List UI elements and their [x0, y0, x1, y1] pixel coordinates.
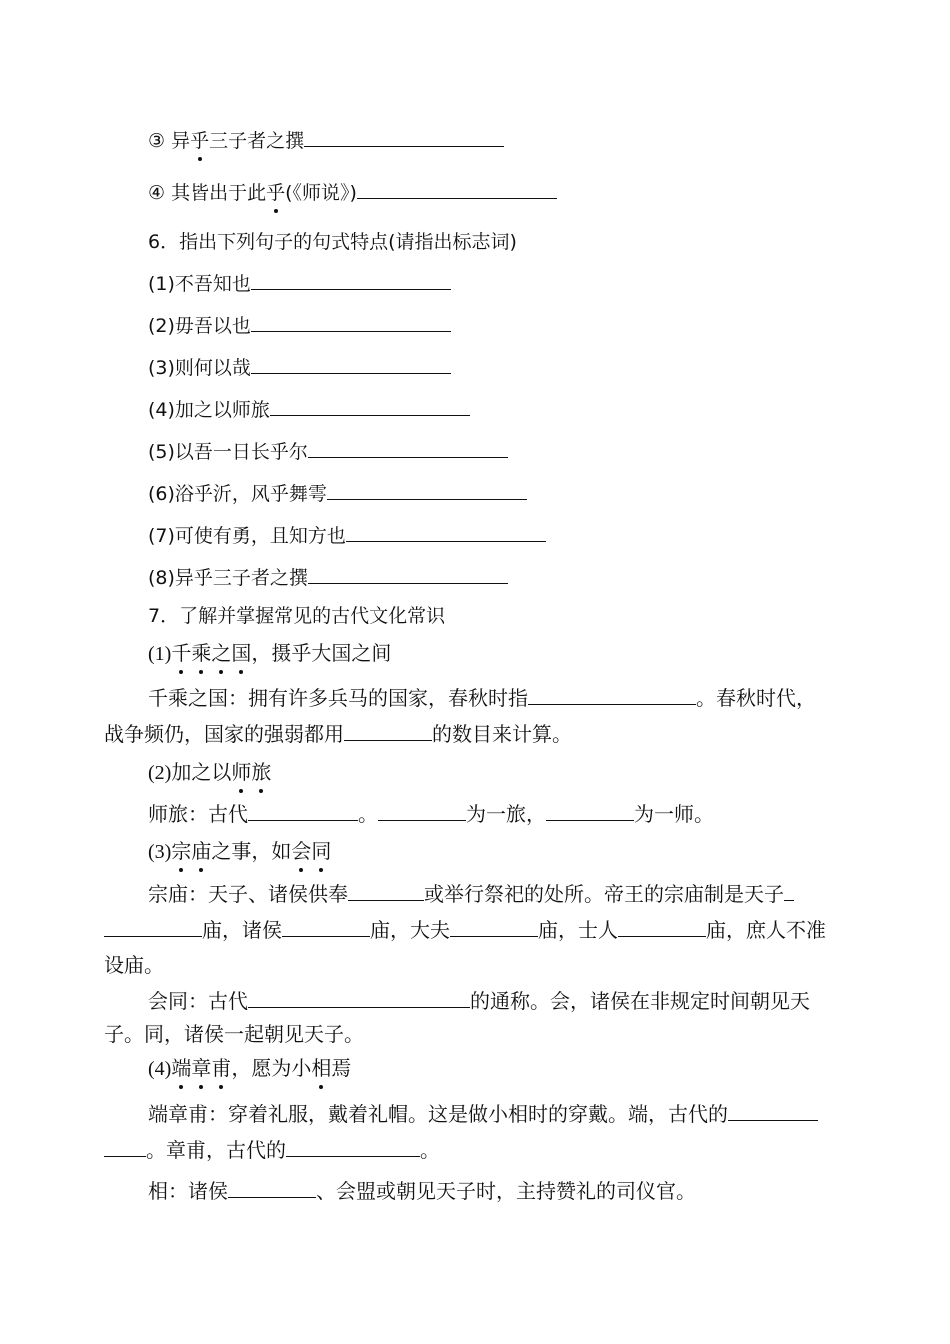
answer-blank[interactable]: [784, 880, 794, 901]
text: 庙，庶人不准: [706, 920, 826, 942]
q6-item: [148, 269, 451, 297]
q7-s1-para-cont: [104, 720, 572, 748]
text: (1): [148, 643, 172, 665]
answer-blank[interactable]: [251, 311, 451, 332]
q7-s3-para2: [148, 987, 810, 1015]
text: 的通称。会，诸侯在非规定时间朝见天: [470, 991, 810, 1013]
q6-item: [148, 353, 451, 381]
answer-blank[interactable]: [248, 987, 470, 1008]
answer-blank[interactable]: [327, 479, 527, 500]
text: 端章甫：穿着礼服，戴着礼帽。这是做小相时的穿戴。端，古代的: [148, 1104, 728, 1126]
q7-heading: 7．了解并掌握常见的古代文化常识: [148, 605, 446, 627]
text: 或举行祭祀的处所。帝王的宗庙制是天子: [424, 884, 784, 906]
text: (4)加之以师旅: [148, 399, 270, 421]
text: (5)以吾一日长乎尔: [148, 441, 308, 463]
dotted-char: 国: [231, 643, 252, 665]
text: (8)异乎三子者之撰: [148, 567, 308, 589]
text: 焉: [331, 1058, 352, 1080]
dotted-char: 旅: [251, 762, 272, 784]
dotted-char: 师: [231, 762, 252, 784]
text: 庙，大夫: [370, 920, 450, 942]
q5-item-4: [148, 178, 557, 206]
answer-blank[interactable]: [251, 353, 451, 374]
dotted-char: 会: [291, 841, 312, 863]
q7-s4-para-cont: [104, 1136, 440, 1164]
dotted-char: 宗: [171, 841, 192, 863]
answer-blank[interactable]: [286, 1136, 420, 1157]
dotted-char: 乎: [266, 182, 286, 204]
answer-blank[interactable]: [251, 269, 451, 290]
text: 庙，士人: [538, 920, 618, 942]
text: (3): [148, 841, 172, 863]
answer-blank[interactable]: [346, 521, 546, 542]
text: (3)则何以哉: [148, 357, 251, 379]
dotted-char: 之: [211, 643, 232, 665]
text: ，摄乎大国之间: [251, 643, 392, 665]
text: (2)加之以: [148, 762, 232, 784]
answer-blank[interactable]: [308, 437, 508, 458]
q7-s3-heading: [148, 839, 331, 865]
answer-blank[interactable]: [104, 1136, 146, 1157]
text: ③ 异: [148, 130, 191, 152]
answer-blank[interactable]: [282, 916, 370, 937]
q6-item: [148, 311, 451, 339]
dotted-char: 同: [311, 841, 332, 863]
text: 。春秋时代，: [696, 688, 816, 710]
dotted-char: 甫: [211, 1058, 232, 1080]
text: (2)毋吾以也: [148, 315, 251, 337]
text: 之事，如: [211, 841, 292, 863]
q7-s3-para-end: 设庙。: [104, 955, 164, 977]
text: 为一旅，: [466, 804, 546, 826]
text: (6)浴乎沂，风乎舞雩: [148, 483, 327, 505]
text: (4): [148, 1058, 172, 1080]
q7-s3-para: [148, 880, 794, 908]
q7-s2-para: [148, 800, 714, 828]
dotted-char: 端: [171, 1058, 192, 1080]
text: 的数目来计算。: [432, 724, 572, 746]
q7-s4-para2: [148, 1177, 696, 1205]
text: 庙，诸侯: [202, 920, 282, 942]
text: ，愿为小: [231, 1058, 312, 1080]
dotted-char: 千: [171, 643, 192, 665]
answer-blank[interactable]: [348, 880, 424, 901]
text: 相：诸侯: [148, 1181, 228, 1203]
text: 会同：古代: [148, 991, 248, 1013]
dotted-char: 相: [311, 1058, 332, 1080]
text: 师旅：古代: [148, 804, 248, 826]
text: 、会盟或朝见天子时，主持赞礼的司仪官。: [316, 1181, 696, 1203]
answer-blank[interactable]: [248, 800, 358, 821]
answer-blank[interactable]: [728, 1100, 818, 1121]
q6-item: [148, 479, 527, 507]
text: 战争频仍，国家的强弱都用: [104, 724, 344, 746]
q6-item: [148, 437, 508, 465]
text: 。: [420, 1140, 440, 1162]
text: 三子者之撰: [209, 130, 305, 152]
q7-s4-heading: [148, 1056, 351, 1082]
q6-heading: 6．指出下列句子的句式特点(请指出标志词): [148, 231, 517, 253]
text: 为一师。: [634, 804, 714, 826]
q7-s1-para: [148, 684, 816, 712]
answer-blank[interactable]: [618, 916, 706, 937]
answer-blank[interactable]: [378, 800, 466, 821]
answer-blank[interactable]: [450, 916, 538, 937]
text: (1)不吾知也: [148, 273, 251, 295]
text: 。章甫，古代的: [146, 1140, 286, 1162]
text: (《师说》): [285, 182, 357, 204]
answer-blank[interactable]: [104, 916, 202, 937]
q7-s1-heading: [148, 641, 391, 667]
q6-item: [148, 395, 470, 423]
text: 千乘之国：拥有许多兵马的国家，春秋时指: [148, 688, 528, 710]
text: 。: [358, 804, 378, 826]
dotted-char: 庙: [191, 841, 212, 863]
q5-item-3: [148, 126, 504, 154]
q6-item: [148, 521, 546, 549]
dotted-char: 乎: [190, 130, 210, 152]
answer-blank[interactable]: [304, 126, 504, 147]
answer-blank[interactable]: [357, 178, 557, 199]
answer-blank[interactable]: [308, 563, 508, 584]
answer-blank[interactable]: [270, 395, 470, 416]
text: ④ 其皆出于此: [148, 182, 267, 204]
q7-s2-heading: [148, 760, 271, 786]
answer-blank[interactable]: [546, 800, 634, 821]
q7-s4-para: [148, 1100, 818, 1128]
answer-blank[interactable]: [344, 720, 432, 741]
dotted-char: 章: [191, 1058, 212, 1080]
answer-blank[interactable]: [228, 1177, 316, 1198]
q7-s3-para2-cont: 子。同，诸侯一起朝见天子。: [104, 1024, 364, 1046]
dotted-char: 乘: [191, 643, 212, 665]
q6-item: [148, 563, 508, 591]
answer-blank[interactable]: [528, 684, 696, 705]
text: (7)可使有勇，且知方也: [148, 525, 346, 547]
text: 宗庙：天子、诸侯供奉: [148, 884, 348, 906]
q7-s3-para-cont: [104, 916, 826, 944]
